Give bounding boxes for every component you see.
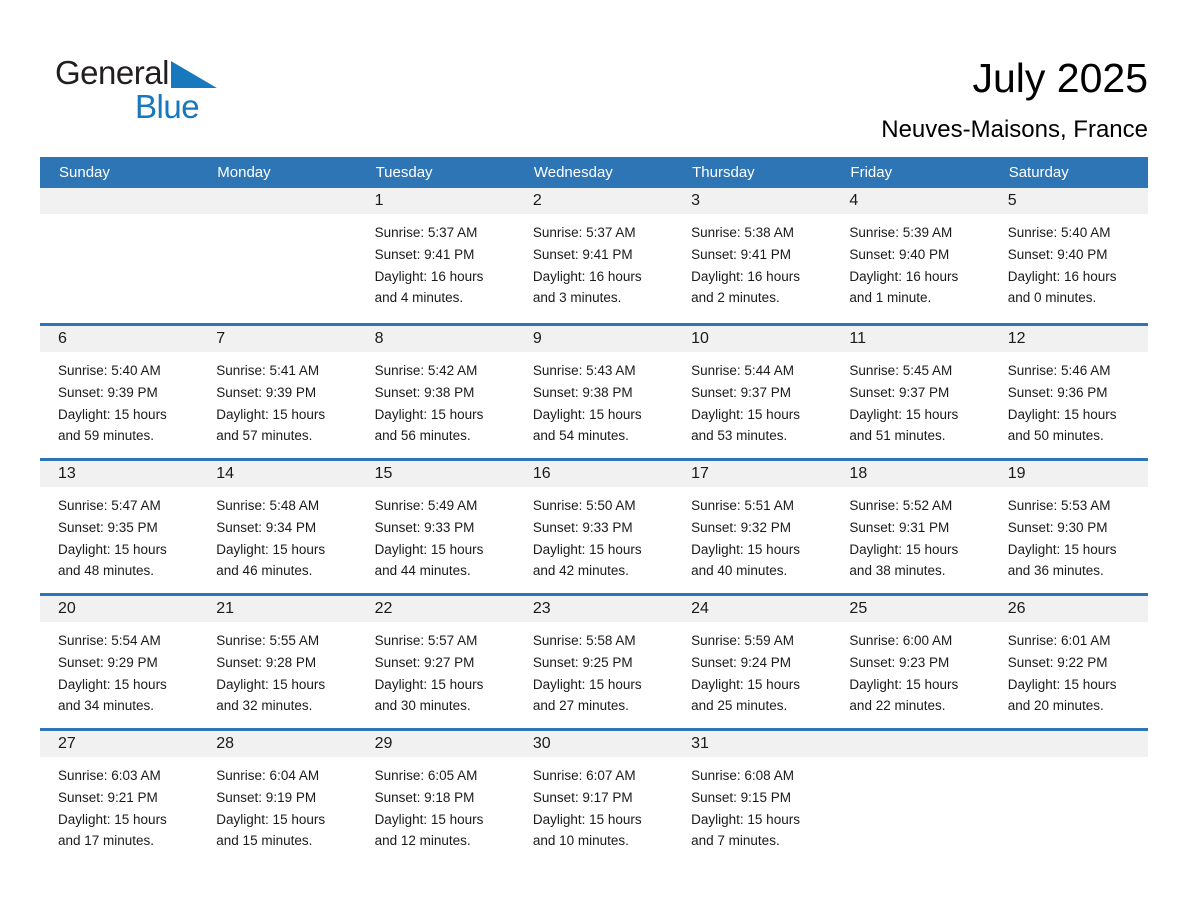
day-info-line: and 27 minutes. (532, 698, 629, 714)
day-number: 23 (515, 596, 673, 622)
day-info-line: Sunset: 9:19 PM (216, 789, 317, 805)
day-info-line: and 36 minutes. (1007, 563, 1104, 579)
day-info-line: Sunset: 9:41 PM (691, 246, 791, 262)
day-number: 8 (357, 326, 515, 352)
day-cell (831, 596, 989, 728)
day-cell (515, 461, 673, 593)
day-info-line: Sunrise: 5:49 AM (374, 498, 478, 513)
day-info-line: and 48 minutes. (58, 563, 155, 579)
day-info-line: Sunrise: 5:48 AM (216, 498, 320, 513)
day-cell (831, 461, 989, 593)
day-info-line: Daylight: 15 hours (58, 541, 167, 557)
day-number: 11 (831, 326, 989, 352)
day-info-line: Sunrise: 5:58 AM (532, 633, 636, 648)
day-info-line: and 12 minutes. (374, 833, 471, 849)
calendar-week-row (40, 593, 1148, 728)
day-info-line: Sunrise: 6:07 AM (532, 768, 636, 783)
day-info-line: Sunrise: 5:41 AM (216, 363, 320, 378)
day-info-line: Sunrise: 6:01 AM (1007, 633, 1111, 648)
day-info (357, 622, 515, 717)
weekday-header-monday: Monday (217, 164, 271, 181)
day-info-line: Daylight: 15 hours (58, 676, 167, 692)
day-info-line: Sunrise: 5:55 AM (216, 633, 320, 648)
day-info (515, 214, 673, 309)
day-info (673, 352, 831, 447)
day-info (198, 757, 356, 852)
day-info-line: Daylight: 15 hours (532, 541, 642, 557)
day-info (198, 622, 356, 717)
day-number: 29 (357, 731, 515, 757)
general-blue-logo (55, 56, 255, 123)
day-info-line: Sunrise: 5:50 AM (532, 498, 636, 513)
day-info-line: and 51 minutes. (849, 428, 946, 444)
day-cell (357, 596, 515, 728)
weekday-header-tuesday: Tuesday (375, 164, 433, 181)
day-number (40, 188, 198, 214)
day-info-line: and 1 minute. (849, 290, 932, 306)
day-info-line: Sunset: 9:40 PM (1007, 246, 1108, 262)
weekday-header-row (40, 157, 1148, 188)
day-info (40, 352, 198, 447)
day-info-line: Sunset: 9:34 PM (216, 519, 317, 535)
day-number: 17 (673, 461, 831, 487)
day-info-line: and 0 minutes. (1007, 290, 1097, 306)
day-info-line: and 46 minutes. (216, 563, 313, 579)
weekday-header-friday: Friday (850, 164, 893, 181)
day-info-line: Daylight: 15 hours (1007, 676, 1117, 692)
day-cell (515, 188, 673, 323)
day-info-line: Daylight: 15 hours (374, 541, 484, 557)
calendar-week-row (40, 323, 1148, 458)
day-info-line: and 7 minutes. (691, 833, 780, 849)
day-info-line: and 25 minutes. (691, 698, 788, 714)
day-info-line: Sunrise: 5:53 AM (1007, 498, 1111, 513)
day-number: 15 (357, 461, 515, 487)
day-info-line: and 4 minutes. (374, 290, 464, 306)
day-info-line: Daylight: 15 hours (849, 541, 959, 557)
day-info (357, 214, 515, 309)
day-number: 22 (357, 596, 515, 622)
day-info-line: Sunset: 9:24 PM (691, 654, 791, 670)
day-cell (515, 596, 673, 728)
day-info-line: and 59 minutes. (58, 428, 155, 444)
day-cell (673, 731, 831, 863)
day-info-line: Daylight: 15 hours (216, 676, 326, 692)
day-cell (40, 596, 198, 728)
day-number: 6 (40, 326, 198, 352)
day-info-line: and 3 minutes. (532, 290, 622, 306)
day-info-line: Daylight: 15 hours (849, 406, 959, 422)
day-info-line: Daylight: 16 hours (691, 268, 800, 284)
day-info-line: Sunrise: 5:59 AM (691, 633, 794, 648)
day-info-line: Daylight: 16 hours (374, 268, 484, 284)
day-info-line: Sunset: 9:18 PM (374, 789, 475, 805)
day-info (831, 622, 989, 717)
day-info-line: Daylight: 16 hours (849, 268, 959, 284)
day-info-line: and 15 minutes. (216, 833, 313, 849)
day-info-line: Daylight: 15 hours (216, 406, 326, 422)
day-cell (198, 596, 356, 728)
day-number: 25 (831, 596, 989, 622)
page-subtitle-location: Neuves-Maisons, France (881, 116, 1148, 144)
day-info-line: and 17 minutes. (58, 833, 155, 849)
day-number: 5 (990, 188, 1148, 214)
logo-text-general: General (55, 54, 169, 91)
day-info (673, 622, 831, 717)
weekday-header-sunday: Sunday (59, 164, 110, 181)
day-info-line: Daylight: 15 hours (1007, 406, 1117, 422)
day-info-line: Sunset: 9:39 PM (216, 384, 317, 400)
day-info-line: Sunrise: 5:43 AM (532, 363, 636, 378)
day-info-line: Sunset: 9:41 PM (532, 246, 633, 262)
day-number: 18 (831, 461, 989, 487)
empty-day-cell (990, 731, 1148, 863)
day-info-line: Sunset: 9:23 PM (849, 654, 950, 670)
day-info-line: Sunrise: 5:37 AM (532, 225, 636, 240)
logo-text-blue: Blue (135, 88, 200, 125)
day-info-line: Sunset: 9:39 PM (58, 384, 158, 400)
day-cell (515, 326, 673, 458)
day-info-line: Sunrise: 5:45 AM (849, 363, 953, 378)
day-number: 24 (673, 596, 831, 622)
day-number: 31 (673, 731, 831, 757)
day-cell (673, 326, 831, 458)
day-cell (990, 326, 1148, 458)
day-cell (990, 461, 1148, 593)
day-info-line: Sunset: 9:40 PM (849, 246, 950, 262)
calendar-weeks (40, 188, 1148, 863)
day-cell (198, 326, 356, 458)
day-info-line: Daylight: 15 hours (1007, 541, 1117, 557)
day-info (40, 487, 198, 582)
day-info (515, 757, 673, 852)
day-info-line: Daylight: 15 hours (691, 676, 800, 692)
day-cell (40, 731, 198, 863)
day-info-line: Sunset: 9:41 PM (374, 246, 475, 262)
day-number: 30 (515, 731, 673, 757)
day-number (198, 188, 356, 214)
day-info-line: Sunset: 9:27 PM (374, 654, 475, 670)
day-info-line: and 34 minutes. (58, 698, 155, 714)
day-info (357, 352, 515, 447)
day-cell (40, 326, 198, 458)
day-info-line: Daylight: 15 hours (216, 541, 326, 557)
day-info-line: Daylight: 15 hours (691, 406, 800, 422)
day-number: 4 (831, 188, 989, 214)
day-info-line: Sunset: 9:15 PM (691, 789, 791, 805)
day-info (515, 622, 673, 717)
day-number: 19 (990, 461, 1148, 487)
day-info-line: Sunset: 9:21 PM (58, 789, 158, 805)
day-info-line: and 53 minutes. (691, 428, 788, 444)
day-info-line: and 32 minutes. (216, 698, 313, 714)
day-number: 7 (198, 326, 356, 352)
day-info-line: Sunset: 9:38 PM (374, 384, 475, 400)
day-info-line: and 2 minutes. (691, 290, 780, 306)
day-number: 27 (40, 731, 198, 757)
day-info-line: Daylight: 16 hours (1007, 268, 1117, 284)
day-info-line: and 20 minutes. (1007, 698, 1104, 714)
day-cell (198, 461, 356, 593)
day-info-line: Daylight: 15 hours (532, 406, 642, 422)
day-info-line: Sunrise: 6:08 AM (691, 768, 794, 783)
day-info (515, 487, 673, 582)
day-info-line: Sunset: 9:33 PM (374, 519, 475, 535)
day-info-line: Daylight: 15 hours (374, 406, 484, 422)
day-info-line: Sunrise: 5:40 AM (1007, 225, 1111, 240)
day-info-line: Sunset: 9:37 PM (691, 384, 791, 400)
day-number: 14 (198, 461, 356, 487)
day-info (831, 352, 989, 447)
day-info-line: Daylight: 16 hours (532, 268, 642, 284)
day-number: 16 (515, 461, 673, 487)
day-info-line: Sunrise: 5:47 AM (58, 498, 161, 513)
day-info-line: Sunset: 9:28 PM (216, 654, 317, 670)
day-info-line: Sunset: 9:31 PM (849, 519, 950, 535)
day-info-line: Sunset: 9:36 PM (1007, 384, 1108, 400)
day-info-line: Sunrise: 5:46 AM (1007, 363, 1111, 378)
empty-day-cell (831, 731, 989, 863)
day-number: 20 (40, 596, 198, 622)
day-cell (40, 461, 198, 593)
day-info-line: and 57 minutes. (216, 428, 313, 444)
day-number: 13 (40, 461, 198, 487)
day-info (357, 757, 515, 852)
calendar-table (40, 157, 1148, 863)
day-info-line: and 44 minutes. (374, 563, 471, 579)
day-number: 10 (673, 326, 831, 352)
day-cell (831, 326, 989, 458)
day-cell (515, 731, 673, 863)
day-info-line: and 10 minutes. (532, 833, 629, 849)
day-info-line: Sunset: 9:38 PM (532, 384, 633, 400)
day-info-line: Sunset: 9:22 PM (1007, 654, 1108, 670)
calendar-week-row (40, 188, 1148, 323)
day-info-line: and 56 minutes. (374, 428, 471, 444)
day-info (673, 214, 831, 309)
day-info-line: and 22 minutes. (849, 698, 946, 714)
day-info-line: Daylight: 15 hours (374, 676, 484, 692)
day-info-line: Sunrise: 5:51 AM (691, 498, 794, 513)
day-info-line: Sunset: 9:33 PM (532, 519, 633, 535)
day-info-line: Sunrise: 5:37 AM (374, 225, 478, 240)
day-info-line: and 40 minutes. (691, 563, 788, 579)
day-info (673, 757, 831, 852)
day-info-line: Sunrise: 6:04 AM (216, 768, 320, 783)
weekday-header-saturday: Saturday (1008, 164, 1069, 181)
day-info-line: Sunrise: 5:42 AM (374, 363, 478, 378)
day-info (673, 487, 831, 582)
day-info-line: Sunset: 9:25 PM (532, 654, 633, 670)
day-cell (831, 188, 989, 323)
day-info-line: Daylight: 15 hours (532, 676, 642, 692)
day-info-line: Daylight: 15 hours (691, 811, 800, 827)
day-number (831, 731, 989, 757)
day-number: 28 (198, 731, 356, 757)
empty-day-cell (198, 188, 356, 323)
day-cell (990, 596, 1148, 728)
day-cell (198, 731, 356, 863)
day-info (990, 487, 1148, 582)
day-info-line: Sunrise: 5:57 AM (374, 633, 478, 648)
day-number: 2 (515, 188, 673, 214)
day-info-line: Daylight: 15 hours (532, 811, 642, 827)
day-cell (990, 188, 1148, 323)
day-info-line: Sunrise: 5:38 AM (691, 225, 794, 240)
day-cell (357, 731, 515, 863)
day-info-line: Daylight: 15 hours (691, 541, 800, 557)
day-info-line: Sunset: 9:37 PM (849, 384, 950, 400)
weekday-header-thursday: Thursday (692, 164, 755, 181)
day-info-line: Sunrise: 5:40 AM (58, 363, 161, 378)
day-info (831, 487, 989, 582)
day-info-line: Daylight: 15 hours (58, 406, 167, 422)
day-info-line: Sunrise: 6:05 AM (374, 768, 478, 783)
day-info-line: Sunset: 9:29 PM (58, 654, 158, 670)
day-cell (357, 326, 515, 458)
day-number: 9 (515, 326, 673, 352)
day-info (40, 757, 198, 852)
day-info-line: Sunrise: 5:54 AM (58, 633, 161, 648)
day-info (357, 487, 515, 582)
calendar-week-row (40, 728, 1148, 863)
day-info (198, 352, 356, 447)
day-info-line: Sunrise: 5:39 AM (849, 225, 953, 240)
day-info-line: Daylight: 15 hours (374, 811, 484, 827)
day-info-line: Daylight: 15 hours (58, 811, 167, 827)
day-info-line: Sunrise: 5:44 AM (691, 363, 794, 378)
day-info-line: Daylight: 15 hours (216, 811, 326, 827)
day-info (515, 352, 673, 447)
day-info-line: Sunset: 9:35 PM (58, 519, 158, 535)
page-title: July 2025 (972, 55, 1148, 101)
day-cell (357, 461, 515, 593)
day-info-line: and 42 minutes. (532, 563, 629, 579)
day-info-line: Sunset: 9:17 PM (532, 789, 633, 805)
day-info (990, 214, 1148, 309)
weekday-header-wednesday: Wednesday (533, 164, 613, 181)
logo-triangle-icon (171, 61, 217, 88)
day-info-line: Sunrise: 5:52 AM (849, 498, 953, 513)
day-info (198, 487, 356, 582)
day-number: 1 (357, 188, 515, 214)
day-info-line: and 38 minutes. (849, 563, 946, 579)
day-number: 12 (990, 326, 1148, 352)
title-block (881, 55, 1148, 144)
day-info (990, 622, 1148, 717)
day-cell (673, 596, 831, 728)
day-number: 26 (990, 596, 1148, 622)
day-number: 21 (198, 596, 356, 622)
day-info-line: Sunrise: 6:03 AM (58, 768, 161, 783)
day-number: 3 (673, 188, 831, 214)
day-info-line: and 54 minutes. (532, 428, 629, 444)
day-cell (357, 188, 515, 323)
day-cell (673, 188, 831, 323)
day-info-line: and 50 minutes. (1007, 428, 1104, 444)
calendar-week-row (40, 458, 1148, 593)
day-info (40, 622, 198, 717)
day-info-line: Sunset: 9:30 PM (1007, 519, 1108, 535)
day-info (990, 352, 1148, 447)
day-info-line: and 30 minutes. (374, 698, 471, 714)
day-info-line: Sunset: 9:32 PM (691, 519, 791, 535)
day-cell (673, 461, 831, 593)
day-info (831, 214, 989, 309)
day-info-line: Sunrise: 6:00 AM (849, 633, 953, 648)
day-number (990, 731, 1148, 757)
empty-day-cell (40, 188, 198, 323)
day-info-line: Daylight: 15 hours (849, 676, 959, 692)
